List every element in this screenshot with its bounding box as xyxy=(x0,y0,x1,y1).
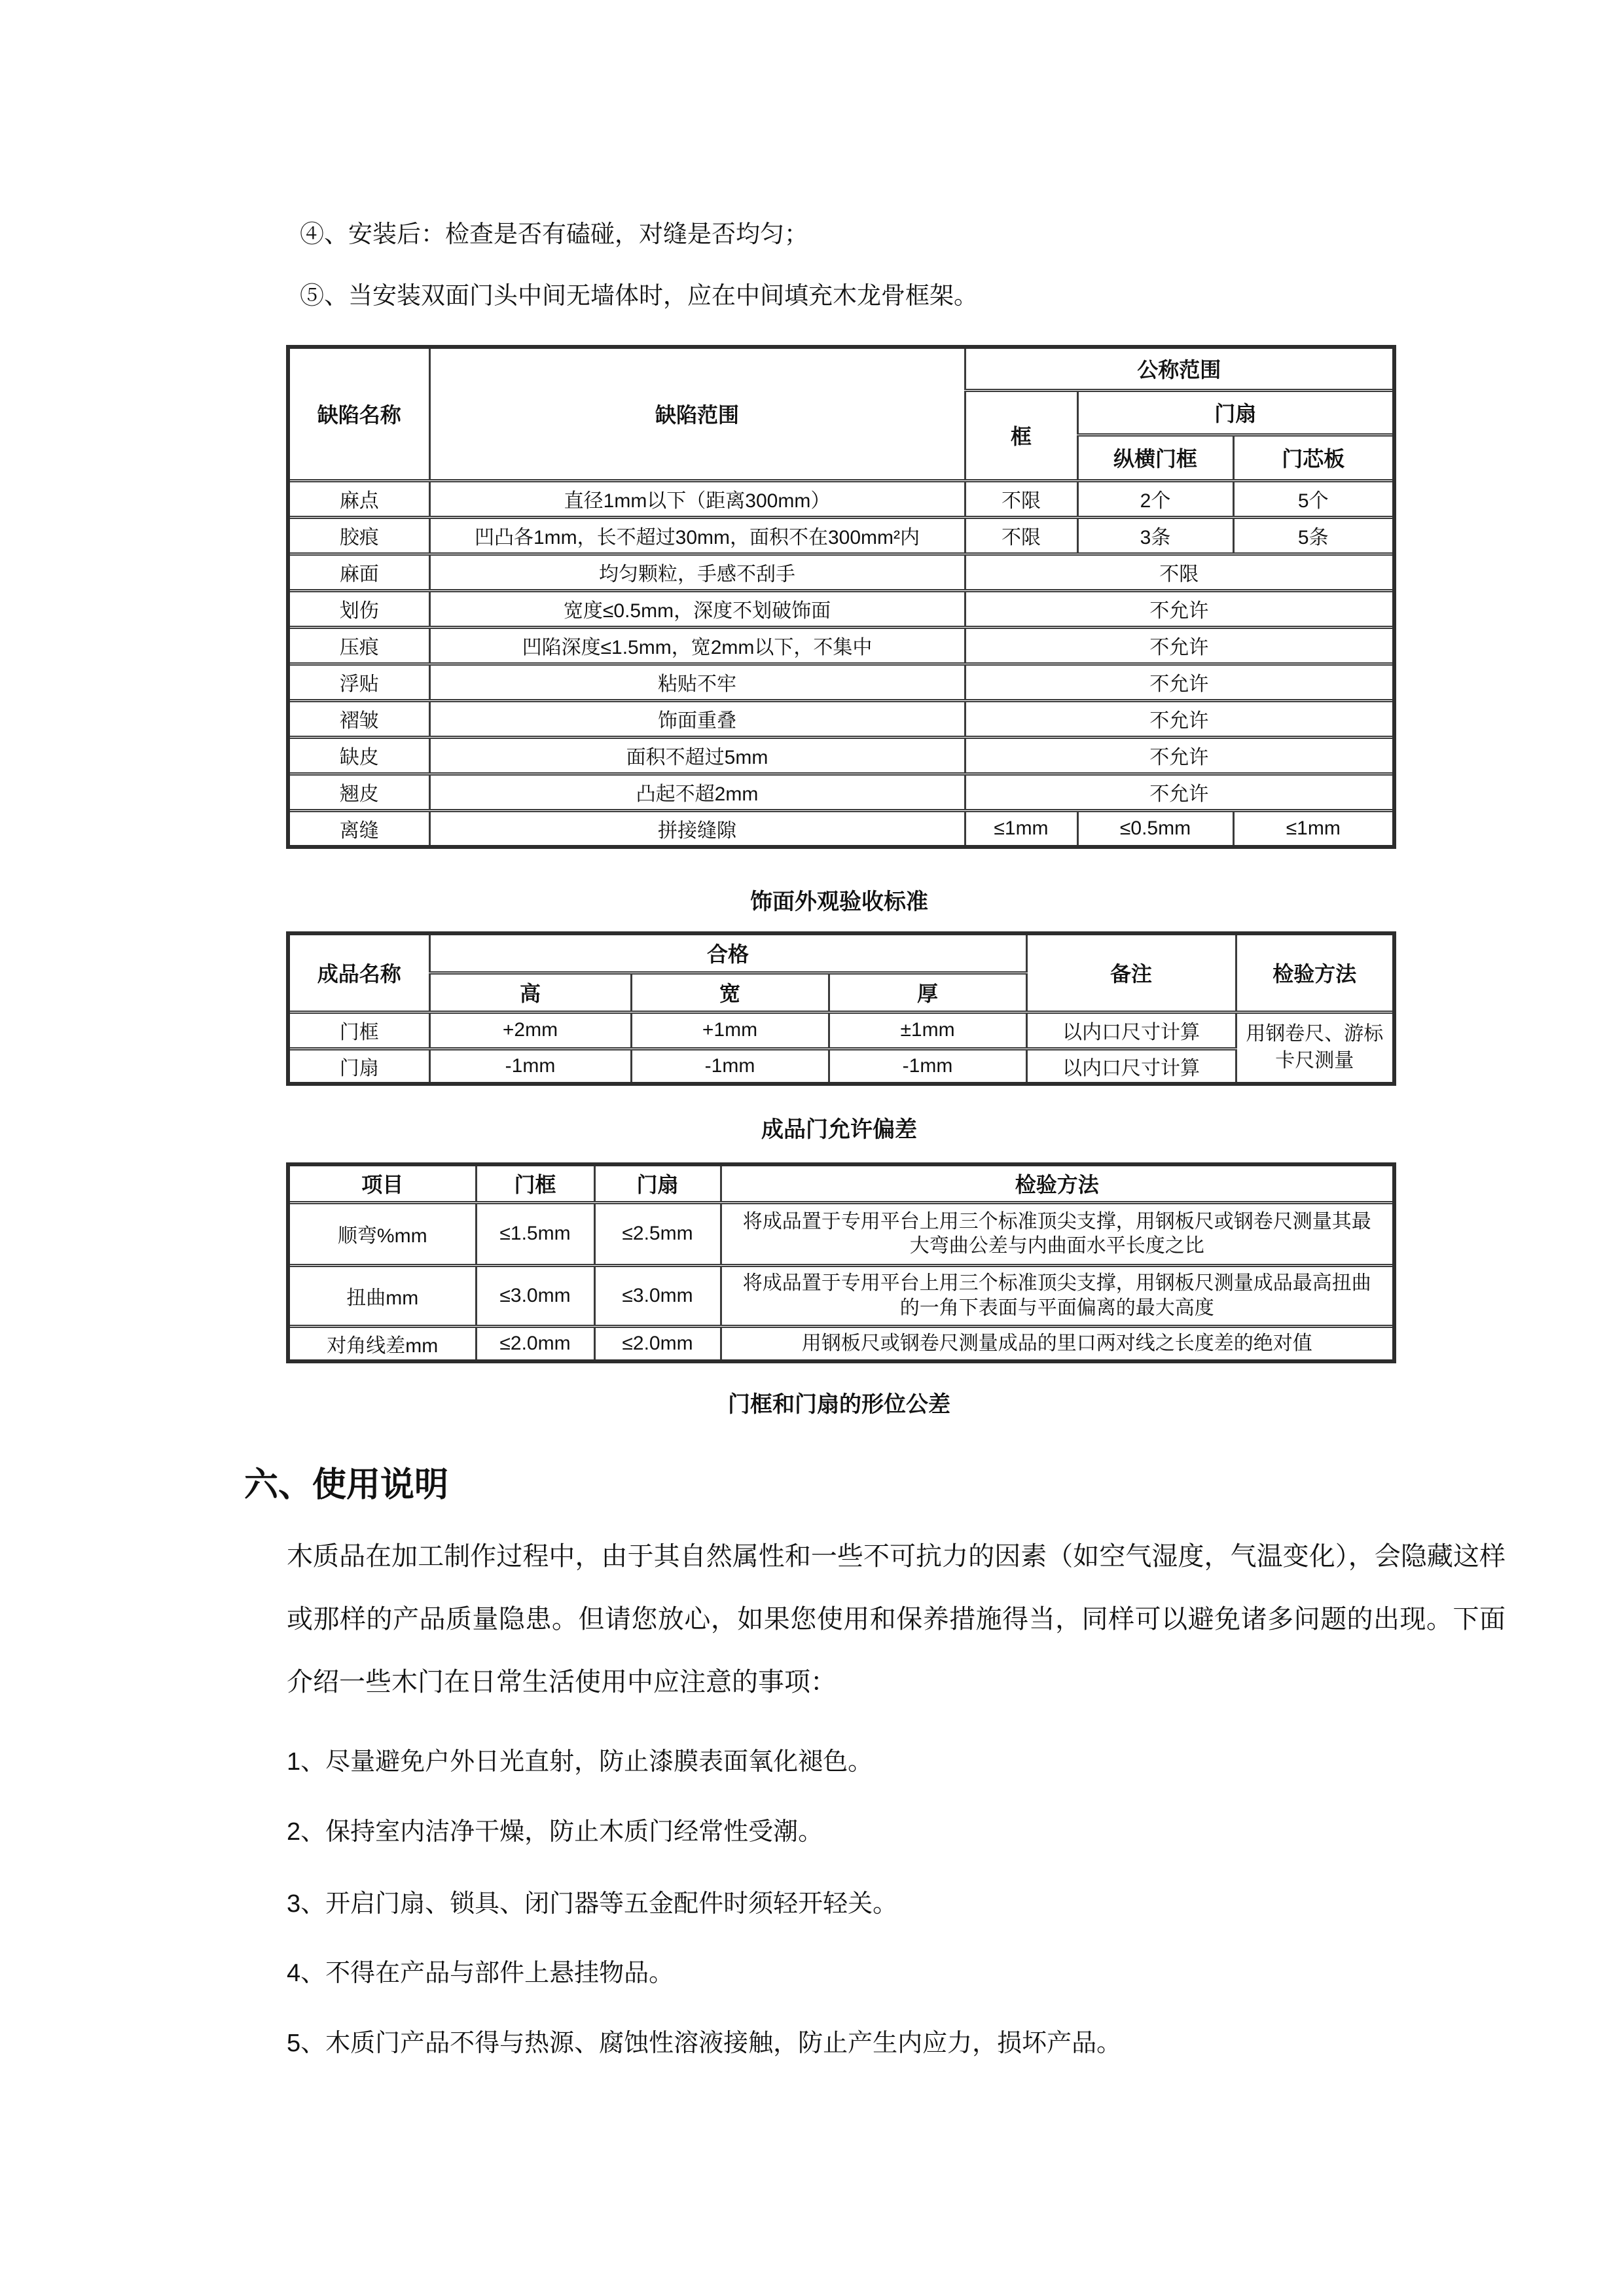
table-cell: 饰面重叠 xyxy=(429,700,965,737)
col-header-door-leaf: 门扇 xyxy=(1077,390,1394,435)
table-row xyxy=(288,700,1394,737)
usage-item-3: 3、开启门扇、锁具、闭门器等五金配件时须轻开轻关。 xyxy=(287,1890,898,1918)
section-heading-usage: 六、使用说明 xyxy=(244,1466,449,1504)
table-row xyxy=(288,517,1394,554)
table-cell: 翘皮 xyxy=(288,774,429,810)
table-row xyxy=(288,590,1394,627)
col-header-frame: 门框 xyxy=(476,1164,594,1202)
table-cell: 不允许 xyxy=(965,774,1394,810)
table-cell: ≤3.0mm xyxy=(476,1265,594,1326)
col-header-method: 检验方法 xyxy=(1236,933,1394,1012)
table-row xyxy=(288,1202,1394,1265)
table-cell: 以内口尺寸计算 xyxy=(1026,1049,1236,1084)
col-header-leaf: 门扇 xyxy=(594,1164,721,1202)
table-cell: +2mm xyxy=(429,1012,631,1049)
table-cell: ≤2.5mm xyxy=(594,1202,721,1265)
table-cell: ≤1mm xyxy=(1233,810,1394,847)
usage-item-1: 1、尽量避免户外日光直射，防止漆膜表面氧化褪色。 xyxy=(287,1748,873,1776)
table-cell: -1mm xyxy=(631,1049,829,1084)
table-cell: 不限 xyxy=(965,517,1077,554)
table-cell: 离缝 xyxy=(288,810,429,847)
table-cell: 顺弯%mm xyxy=(288,1202,476,1265)
deviation-table xyxy=(286,931,1396,1086)
table-cell: +1mm xyxy=(631,1012,829,1049)
table-row xyxy=(288,774,1394,810)
table-caption-finish-acceptance: 饰面外观验收标准 xyxy=(750,889,928,914)
table-cell: 不限 xyxy=(965,554,1394,590)
col-header-vh-frame: 纵横门框 xyxy=(1077,435,1233,480)
table-cell: 均匀颗粒，手感不刮手 xyxy=(429,554,965,590)
table-cell-method: 将成品置于专用平台上用三个标准顶尖支撑，用钢板尺测量成品最高扭曲的一角下表面与平面偏离的最大高度 xyxy=(721,1265,1394,1326)
col-header-nominal-range: 公称范围 xyxy=(965,347,1394,390)
table-cell: 3条 xyxy=(1077,517,1233,554)
col-header-height: 高 xyxy=(429,973,631,1012)
col-header-item: 项目 xyxy=(288,1164,476,1202)
tolerance-table xyxy=(286,1162,1396,1363)
usage-item-5: 5、木质门产品不得与热源、腐蚀性溶液接触，防止产生内应力，损坏产品。 xyxy=(287,2030,1122,2057)
table-cell-method: 用钢板尺或钢卷尺测量成品的里口两对线之长度差的绝对值 xyxy=(721,1326,1394,1361)
table-cell: ≤2.0mm xyxy=(476,1326,594,1361)
col-header-qualified: 合格 xyxy=(429,933,1026,973)
table-cell: 不限 xyxy=(965,480,1077,517)
table-cell: -1mm xyxy=(429,1049,631,1084)
table-cell: 褶皱 xyxy=(288,700,429,737)
table-cell: -1mm xyxy=(829,1049,1026,1084)
table-cell: 不允许 xyxy=(965,737,1394,774)
table-cell: 不允许 xyxy=(965,627,1394,664)
table-cell: ≤1mm xyxy=(965,810,1077,847)
table-cell: 不允许 xyxy=(965,664,1394,700)
table-row xyxy=(288,480,1394,517)
table-header-row xyxy=(288,1164,1394,1202)
table-row xyxy=(288,1012,1394,1049)
table-caption-allowed-deviation: 成品门允许偏差 xyxy=(761,1117,917,1142)
table-row xyxy=(288,664,1394,700)
table-cell: 宽度≤0.5mm，深度不划破饰面 xyxy=(429,590,965,627)
table-cell: 凸起不超2mm xyxy=(429,774,965,810)
table-cell: 不允许 xyxy=(965,590,1394,627)
table-cell: ≤0.5mm xyxy=(1077,810,1233,847)
table-cell-method-merged: 用钢卷尺、游标卡尺测量 xyxy=(1236,1012,1394,1084)
col-header-width: 宽 xyxy=(631,973,829,1012)
table-cell: 以内口尺寸计算 xyxy=(1026,1012,1236,1049)
table-row xyxy=(288,810,1394,847)
table-cell: 压痕 xyxy=(288,627,429,664)
col-header-method: 检验方法 xyxy=(721,1164,1394,1202)
table-cell: 直径1mm以下（距离300mm） xyxy=(429,480,965,517)
table-cell: 门扇 xyxy=(288,1049,429,1084)
table-cell: 面积不超过5mm xyxy=(429,737,965,774)
table-row xyxy=(288,1049,1394,1084)
install-note-4: ④、安装后：检查是否有磕碰，对缝是否均匀； xyxy=(300,221,808,247)
table-cell-method: 将成品置于专用平台上用三个标准顶尖支撑，用钢板尺或钢卷尺测量其最大弯曲公差与内曲面水平长度之比 xyxy=(721,1202,1394,1265)
table-cell: 不允许 xyxy=(965,700,1394,737)
table-cell: 拼接缝隙 xyxy=(429,810,965,847)
table-cell: 门框 xyxy=(288,1012,429,1049)
table-cell: 凹凸各1mm，长不超过30mm，面积不在300mm²内 xyxy=(429,517,965,554)
col-header-frame: 框 xyxy=(965,390,1077,480)
usage-item-2: 2、保持室内洁净干燥，防止木质门经常性受潮。 xyxy=(287,1818,823,1846)
table-cell: 浮贴 xyxy=(288,664,429,700)
table-row xyxy=(288,627,1394,664)
install-note-5: ⑤、当安装双面门头中间无墙体时，应在中间填充木龙骨框架。 xyxy=(300,282,978,309)
usage-paragraph: 木质品在加工制作过程中，由于其自然属性和一些不可抗力的因素（如空气湿度，气温变化），会隐藏这样或那样的产品质量隐患。但请您放心，如果您使用和保养措施得当，同样可以避免诸多问题的出现。下面介绍一些木门在日常生活使用中应注意的事项： xyxy=(287,1542,1506,1696)
defect-table xyxy=(286,345,1396,849)
table-cell: 5条 xyxy=(1233,517,1394,554)
table-caption-form-tolerance: 门框和门扇的形位公差 xyxy=(728,1392,950,1417)
table-cell: ±1mm xyxy=(829,1012,1026,1049)
table-row xyxy=(288,1326,1394,1361)
table-cell: 对角线差mm xyxy=(288,1326,476,1361)
col-header-defect-range: 缺陷范围 xyxy=(429,347,965,480)
table-cell: 5个 xyxy=(1233,480,1394,517)
table-row xyxy=(288,1265,1394,1326)
table-cell: ≤1.5mm xyxy=(476,1202,594,1265)
table-cell: 凹陷深度≤1.5mm，宽2mm以下，不集中 xyxy=(429,627,965,664)
table-header-row xyxy=(288,933,1394,973)
table-cell: 缺皮 xyxy=(288,737,429,774)
table-cell: 胶痕 xyxy=(288,517,429,554)
table-cell: 粘贴不牢 xyxy=(429,664,965,700)
table-header-row xyxy=(288,347,1394,390)
usage-item-4: 4、不得在产品与部件上悬挂物品。 xyxy=(287,1960,674,1987)
table-cell: ≤3.0mm xyxy=(594,1265,721,1326)
table-cell: 2个 xyxy=(1077,480,1233,517)
col-header-defect-name: 缺陷名称 xyxy=(288,347,429,480)
col-header-core-board: 门芯板 xyxy=(1233,435,1394,480)
col-header-remark: 备注 xyxy=(1026,933,1236,1012)
table-cell: 麻面 xyxy=(288,554,429,590)
table-cell: 扭曲mm xyxy=(288,1265,476,1326)
table-cell: 麻点 xyxy=(288,480,429,517)
col-header-thickness: 厚 xyxy=(829,973,1026,1012)
table-cell: 划伤 xyxy=(288,590,429,627)
table-row xyxy=(288,554,1394,590)
table-row xyxy=(288,737,1394,774)
col-header-product-name: 成品名称 xyxy=(288,933,429,1012)
table-cell: ≤2.0mm xyxy=(594,1326,721,1361)
